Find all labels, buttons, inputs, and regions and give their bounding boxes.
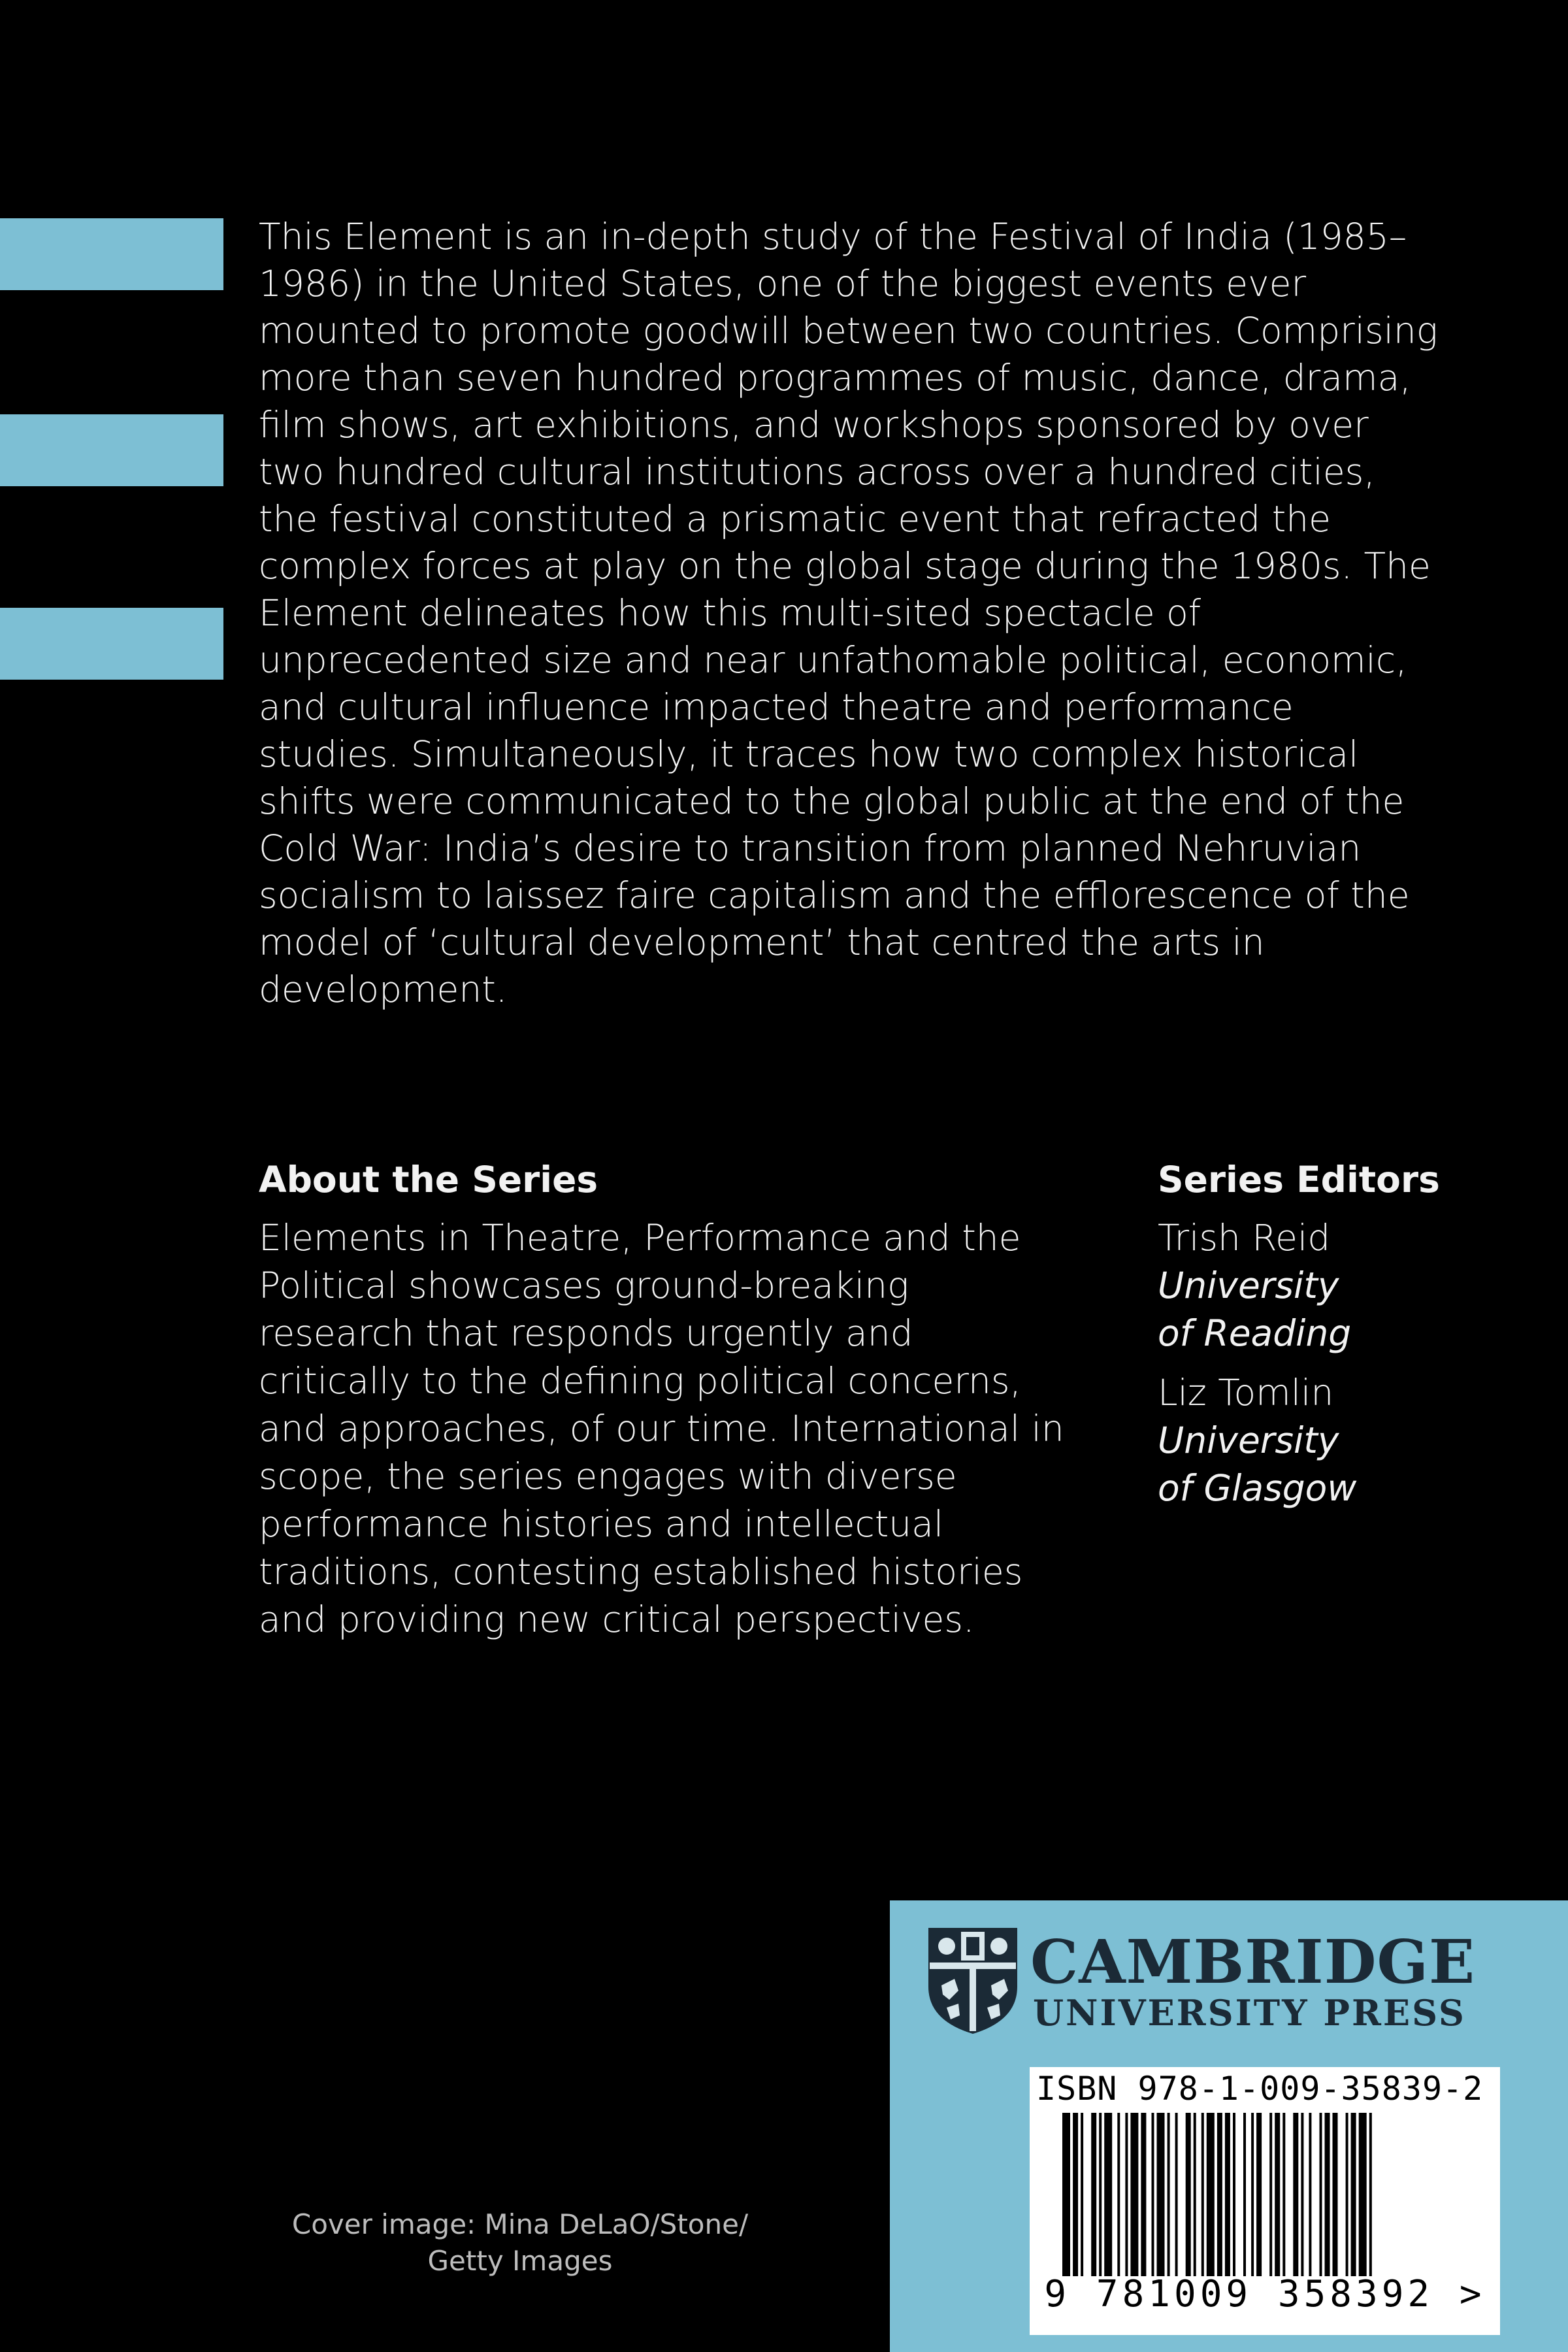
barcode-bar: [1346, 2113, 1348, 2276]
barcode-bar: [1293, 2113, 1298, 2276]
accent-bar-middle: [0, 414, 223, 486]
barcode-bar: [1141, 2113, 1146, 2276]
barcode-digits: 9 781009 358392 >: [1044, 2273, 1486, 2315]
isbn-label: ISBN 978-1-009-35839-2: [1036, 2070, 1484, 2108]
barcode-bar: [1369, 2113, 1372, 2276]
barcode-bar: [1217, 2113, 1222, 2276]
editor-name: Liz Tomlin: [1158, 1372, 1334, 1414]
barcode-bar: [1073, 2113, 1078, 2276]
editor-name: Trish Reid: [1158, 1217, 1331, 1259]
barcode-bar: [1309, 2113, 1311, 2276]
barcode-bar: [1130, 2113, 1138, 2276]
barcode-bar: [1201, 2113, 1204, 2276]
barcode-bar: [1275, 2113, 1280, 2276]
barcode-bar: [1152, 2113, 1154, 2276]
barcode-bar: [1186, 2113, 1191, 2276]
barcode-bar: [1168, 2113, 1170, 2276]
editor-affiliation-line: University: [1158, 1265, 1339, 1306]
about-series-body: Elements in Theatre, Performance and the Political showcases ground-breaking research that responds urgently and critically to the defining political concerns, and approaches, of our time. International in scope, the series engages with diverse performance histories and intellectual traditions, contesting established histories and providing new critical perspectives.: [259, 1217, 1064, 1640]
barcode-bar: [1175, 2113, 1178, 2276]
accent-bar-bottom: [0, 608, 223, 680]
barcode-bar: [1269, 2113, 1272, 2276]
barcode-bar: [1117, 2113, 1120, 2276]
publisher-name: CAMBRIDGE: [1030, 1927, 1476, 1997]
barcode-bar: [1359, 2113, 1367, 2276]
cover-image-credit: [259, 2206, 781, 2279]
editor-entry: [1158, 1214, 1524, 1357]
editor-affiliation-line: of Glasgow: [1158, 1467, 1357, 1509]
accent-bar-top: [0, 218, 223, 290]
barcode-bar: [1282, 2113, 1285, 2276]
barcode-bar: [1062, 2113, 1070, 2276]
publisher-subname: UNIVERSITY PRESS: [1033, 1992, 1466, 2034]
barcode-bar: [1099, 2113, 1102, 2276]
barcode-bar: [1125, 2113, 1128, 2276]
barcode-bar: [1233, 2113, 1235, 2276]
about-series-heading: About the Series: [259, 1159, 598, 1201]
barcode-bar: [1225, 2113, 1230, 2276]
book-blurb: This Element is an in-depth study of the Festival of India (1985–1986) in the United States, one of the biggest events ever mounted to promote goodwill between two countries. Comprising more than seven hundred programmes of music, dance, drama, film shows, art exhibitions, and workshops sponsored by over two hundred cultural institutions across over a hundred cities, the festival constituted a prismatic event that refracted the complex forces at play on the global stage during the 1980s. The Element delineates how this multi-sited spectacle of unprecedented size and near unfathomable political, economic, and cultural influence impacted theatre and performance studies. Simultaneously, it traces how two complex historical shifts were communicated to the global public at the end of the Cold War: India’s desire to transition from planned Nehruvian socialism to laissez faire capitalism and the efflorescence of the model of ‘cultural development’ that centred the arts in development.: [259, 216, 1438, 1010]
about-series-section: [259, 1157, 1075, 1644]
barcode-bar: [1351, 2113, 1356, 2276]
publisher-logo: [927, 1927, 1528, 2057]
barcode-bar: [1251, 2113, 1254, 2276]
barcode-bar: [1320, 2113, 1322, 2276]
barcode-bar: [1301, 2113, 1303, 2276]
editor-affiliation-line: University: [1158, 1419, 1339, 1461]
credit-line: Cover image: Mina DeLaO/Stone/: [291, 2208, 749, 2240]
barcode-bar: [1325, 2113, 1330, 2276]
credit-line: Getty Images: [427, 2245, 613, 2277]
barcode-bar: [1207, 2113, 1215, 2276]
editor-affiliation-line: of Reading: [1158, 1312, 1352, 1354]
barcode-bar: [1157, 2113, 1165, 2276]
barcode-bar: [1081, 2113, 1083, 2276]
barcode-bar: [1091, 2113, 1096, 2276]
publisher-panel: [890, 1900, 1568, 2352]
series-editors-section: [1158, 1157, 1524, 1512]
series-editors-heading: Series Editors: [1158, 1159, 1440, 1201]
isbn-barcode-box: [1030, 2067, 1500, 2335]
barcode-bar: [1256, 2113, 1262, 2276]
cambridge-crest-icon: [927, 1927, 1019, 2034]
barcode-bar: [1243, 2113, 1246, 2276]
barcode-bar: [1104, 2113, 1112, 2276]
editor-entry: [1158, 1369, 1524, 1512]
barcode-bar: [1333, 2113, 1338, 2276]
barcode-bar: [1194, 2113, 1196, 2276]
